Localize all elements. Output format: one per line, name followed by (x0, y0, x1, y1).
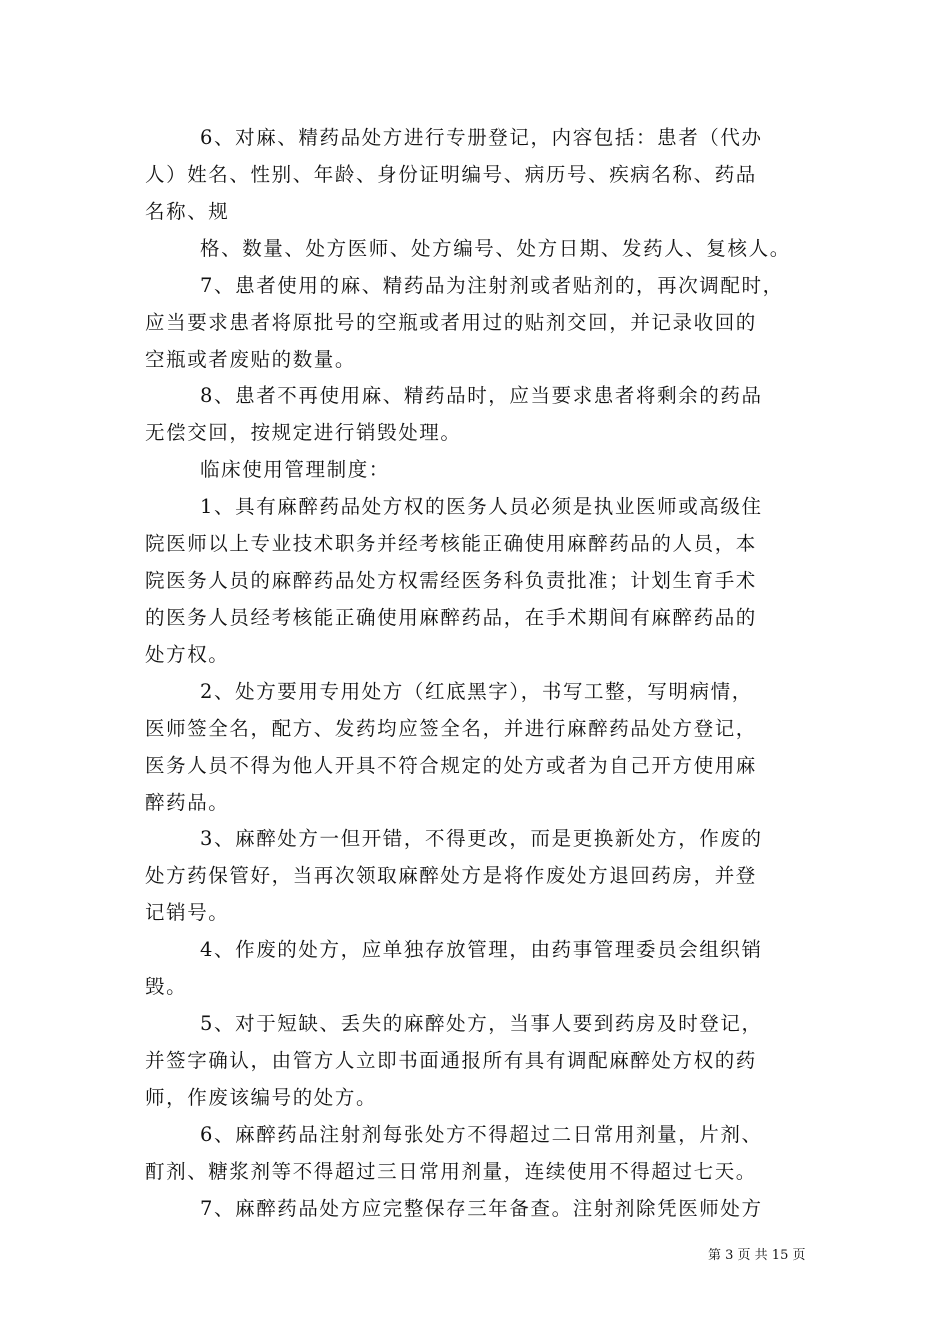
paragraph-line: 人）姓名、性别、年龄、身份证明编号、病历号、疾病名称、药品 (145, 163, 757, 186)
paragraph-line: 2、处方要用专用处方（红底黑字），书写工整，写明病情， (200, 680, 753, 703)
page-number-footer: 第 3 页 共 15 页 (708, 1248, 806, 1263)
paragraph-line: 名称、规 (145, 200, 230, 223)
paragraph-line: 格、数量、处方医师、处方编号、处方日期、发药人、复核人。 (200, 237, 791, 260)
paragraph-line: 1、具有麻醉药品处方权的医务人员必须是执业医师或高级住 (200, 495, 763, 518)
paragraph-line: 6、麻醉药品注射剂每张处方不得超过二日常用剂量，片剂、 (200, 1123, 763, 1146)
paragraph-line: 师，作废该编号的处方。 (145, 1086, 378, 1109)
paragraph-line: 酊剂、糖浆剂等不得超过三日常用剂量，连续使用不得超过七天。 (145, 1160, 757, 1183)
paragraph-line: 6、对麻、精药品处方进行专册登记，内容包括：患者（代办 (200, 126, 763, 149)
paragraph-line: 7、麻醉药品处方应完整保存三年备查。注射剂除凭医师处方 (200, 1197, 763, 1220)
paragraph-line: 院医务人员的麻醉药品处方权需经医务科负责批准；计划生育手术 (145, 569, 757, 592)
paragraph-line: 的医务人员经考核能正确使用麻醉药品，在手术期间有麻醉药品的 (145, 606, 757, 629)
paragraph-line: 处方药保管好，当再次领取麻醉处方是将作废处方退回药房，并登 (145, 864, 757, 887)
paragraph-line: 应当要求患者将原批号的空瓶或者用过的贴剂交回，并记录收回的 (145, 311, 757, 334)
paragraph-line: 无偿交回，按规定进行销毁处理。 (145, 421, 462, 444)
paragraph-line: 医师签全名，配方、发药均应签全名，并进行麻醉药品处方登记， (145, 717, 757, 740)
paragraph-line: 7、患者使用的麻、精药品为注射剂或者贴剂的，再次调配时， (200, 274, 784, 297)
paragraph-line: 空瓶或者废贴的数量。 (145, 348, 357, 371)
paragraph-line: 醉药品。 (145, 791, 230, 814)
paragraph-line: 4、作废的处方，应单独存放管理，由药事管理委员会组织销 (200, 938, 763, 961)
paragraph-line: 处方权。 (145, 643, 230, 666)
paragraph-line: 院医师以上专业技术职务并经考核能正确使用麻醉药品的人员，本 (145, 532, 757, 555)
paragraph-line: 8、患者不再使用麻、精药品时，应当要求患者将剩余的药品 (200, 384, 763, 407)
paragraph-line: 5、对于短缺、丢失的麻醉处方，当事人要到药房及时登记， (200, 1012, 763, 1035)
paragraph-line: 并签字确认，由管方人立即书面通报所有具有调配麻醉处方权的药 (145, 1049, 757, 1072)
paragraph-line: 记销号。 (145, 901, 230, 924)
paragraph-line: 毁。 (145, 975, 188, 998)
paragraph-line: 3、麻醉处方一但开错，不得更改，而是更换新处方，作废的 (200, 827, 763, 850)
paragraph-line: 医务人员不得为他人开具不符合规定的处方或者为自己开方使用麻 (145, 754, 757, 777)
section-heading: 临床使用管理制度： (200, 458, 390, 481)
